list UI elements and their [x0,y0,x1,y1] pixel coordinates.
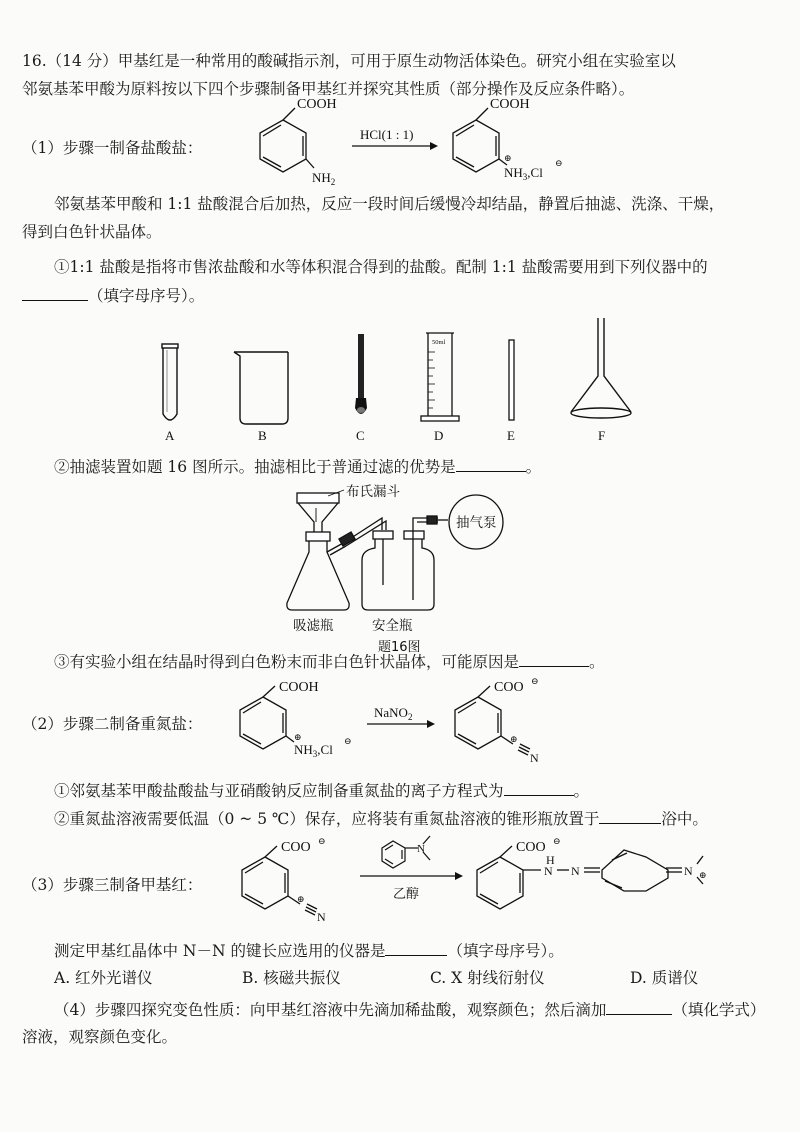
step4-line-2 [22,1026,780,1048]
ammonium-charge-1: ⊕ [504,153,512,163]
methyl-red-h: H [546,853,555,867]
step3-question-text: 测定甲基红晶体中 N－N 的键长应选用的仪器是 [54,942,386,960]
iminium-charge: ⊕ [699,870,707,880]
apparatus-label-c: C [356,428,365,443]
methyl-red-n-1: N [544,864,553,878]
chloride-charge-2: ⊖ [344,736,352,746]
dimethylaniline-n: N [417,843,425,855]
reaction-arrowhead-3 [455,872,463,880]
solvent-ethanol: 乙醇 [393,887,420,902]
step3-question-tail: （填字母序号）。 [447,942,564,960]
label-buchner-funnel: 布氏漏斗 [346,484,400,500]
option-a: A. 红外光谱仪 [54,969,153,987]
cylinder-mark: 50ml [432,339,446,346]
cooh-group-1: COOH [297,97,337,112]
chloride-charge-1: ⊖ [555,158,563,168]
period-q3: 。 [589,653,605,671]
diazonium-charge-1: ⊕ [510,734,518,744]
coo-group-2: COO [281,840,311,855]
carboxylate-charge-1: ⊖ [531,676,539,686]
step3-question-line [22,939,780,962]
apparatus-label-a: A [165,428,175,443]
cooh-group-3: COOH [279,680,319,695]
label-vacuum-pump: 抽气泵 [456,515,497,531]
step1-q2-text: ②抽滤装置如题 16 图所示。抽滤相比于普通过滤的优势是 [54,458,456,476]
option-d: D. 质谱仪 [630,969,699,987]
option-c: C. X 射线衍射仪 [430,969,545,987]
step4-line-1 [22,998,780,1021]
diazonium-n-1: N [530,751,539,765]
figure-16-caption: 题16图 [378,640,421,655]
step2-q1-text: ①邻氨基苯甲酸盐酸盐与亚硝酸钠反应制备重氮盐的离子方程式为 [54,782,504,800]
label-safety-flask: 安全瓶 [372,618,413,634]
question-intro-text-2: 邻氨基苯甲酸为原料按以下四个步骤制备甲基红并探究其性质（部分操作及反应条件略）。 [22,80,635,98]
apparatus-label-d: D [434,428,444,443]
step4-text-a: （4）步骤四探究变色性质：向甲基红溶液中先滴加稀盐酸，观察颜色；然后滴加 [54,1001,607,1019]
step1-q1-text-1: ①1:1 盐酸是指将市售浓盐酸和水等体积混合得到的盐酸。配制 1:1 盐酸需要用到下列仪器中的 [54,258,708,276]
step2-q2-text-b: 浴中。 [661,810,708,828]
step1-label-text: （1）步骤一制备盐酸盐： [22,139,203,157]
step4-text-c: 溶液，观察颜色变化。 [22,1028,178,1046]
step1-desc-text-1: 邻氨基苯甲酸和 1:1 盐酸混合后加热，反应一段时间后缓慢冷却结晶，静置后抽滤、洗涤、干燥， [54,195,725,213]
ammonium-charge-2: ⊕ [294,732,302,742]
step2-label-text: （2）步骤二制备重氮盐： [22,715,203,733]
methyl-red-n-3: N [684,864,693,878]
cooh-group-2: COOH [490,97,530,112]
diazonium-charge-2: ⊕ [297,894,305,904]
reagent-hcl: HCl(1 : 1) [360,127,414,142]
carboxylate-charge-3: ⊖ [553,836,561,846]
methyl-red-structure [477,846,703,909]
answer-blank-step4[interactable] [606,998,672,1015]
question-intro-text-1: 16.（14 分）甲基红是一种常用的酸碱指示剂，可用于原生动物活体染色。研究小组在实验室以 [22,52,676,70]
benzene-ring-diazonium-2 [242,846,317,915]
apparatus-label-b: B [258,428,267,443]
reagent-nano2: NaNO$_2$ [374,705,413,722]
methyl-red-n-2: N [571,864,580,878]
period-q2: 。 [525,458,542,476]
option-b: B. 核磁共振仪 [242,969,341,987]
nh3cl-group-1: $NH_3,Cl$ [504,165,543,182]
step2-q2-text-a: ②重氮盐溶液需要低温（0 ~ 5 ℃）保存，应将装有重氮盐溶液的锥形瓶放置于 [54,810,600,828]
step1-desc-text-2: 得到白色针状晶体。 [22,223,162,241]
step1-q1-text-2: （填字母序号）。 [88,287,205,305]
label-filter-flask: 吸滤瓶 [293,618,334,634]
period-step2-q1: 。 [573,782,590,800]
nh3cl-group-2: $NH_3,Cl$ [294,742,333,759]
coo-group-1: COO [494,680,524,695]
coo-group-3: COO [516,840,546,855]
diazonium-n-2: N [317,910,326,924]
step3-label-text: （3）步骤三制备甲基红： [22,876,203,894]
answer-blank-step3[interactable] [385,939,447,956]
nh2-group: $NH_2$ [312,170,336,187]
step1-q3-text: ③有实验小组在结晶时得到白色粉末而非白色针状晶体，可能原因是 [54,653,520,671]
step4-text-b: （填化学式） [672,1001,766,1019]
apparatus-label-f: F [598,428,606,443]
apparatus-label-e: E [507,428,515,443]
carboxylate-charge-2: ⊖ [318,836,326,846]
